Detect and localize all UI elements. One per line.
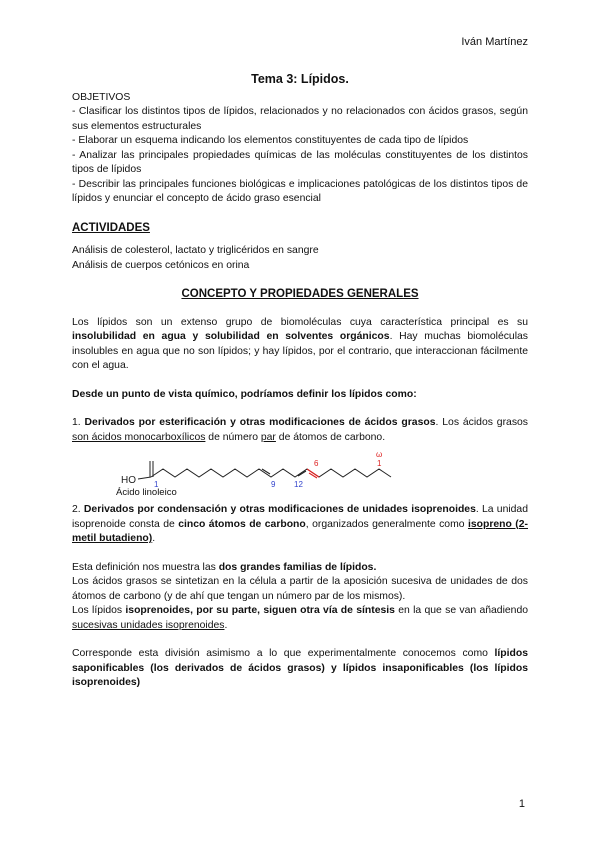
locant-omega-1: 1 [377, 459, 382, 468]
activities-heading: ACTIVIDADES [72, 221, 150, 234]
families-intro [72, 561, 528, 576]
point-2-bold: Derivados por condensación y otras modificaciones de unidades isoprenoides [83, 504, 476, 515]
molecule-diagram [116, 447, 456, 491]
page-number: 1 [518, 798, 525, 810]
point-1-text: . Los ácidos grasos [435, 417, 528, 428]
isoprenoid-text: Los lípidos [72, 605, 126, 616]
locant-c9: 9 [271, 480, 276, 489]
point-1-underlined: son ácidos monocarboxílicos [72, 431, 206, 443]
intro-bold: insolubilidad en agua y solubilidad en solventes orgánicos [72, 331, 390, 342]
locant-c12: 12 [294, 480, 303, 489]
page-title: Tema 3: Lípidos. [251, 72, 349, 86]
objective-item: - Clasificar los distintos tipos de lípidos, relacionados y no relacionados con ácidos grasos, según sus elementos estructurales [72, 106, 528, 132]
definition-lead-text: Desde un punto de vista químico, podríamos definir los lípidos como: [72, 388, 417, 400]
activity-item: Análisis de cuerpos cetónicos en orina [72, 259, 250, 271]
activity-item: Análisis de colesterol, lactato y triglicéridos en sangre [72, 245, 319, 256]
isoprenoid-text-3: . [224, 619, 228, 631]
locant-c1: 1 [154, 480, 159, 489]
point-1-underlined-2: par [260, 431, 276, 443]
omega-symbol: ω [376, 450, 383, 459]
intro-paragraph [72, 316, 528, 374]
families-text: Esta definición nos muestra las [72, 561, 219, 573]
point-2-text: . La unidad isoprenoide consta de [72, 504, 528, 530]
objective-item: - Elaborar un esquema indicando los elementos constituyentes de cada tipo de lípidos [72, 135, 469, 146]
intro-text-2: . Hay muchas biomoléculas insolubles en agua que no son lípidos; y hay lípidos, por el contrario, que interaccionan fácilmente con el agua. [72, 331, 528, 371]
intro-text: Los lípidos son un extenso grupo de biomoléculas cuya característica principal es su [72, 316, 528, 328]
conclusion-paragraph [72, 647, 528, 691]
linoleic-acid-structure [116, 447, 456, 497]
conclusion-bold: lípidos saponificables (los derivados de ácidos grasos) y lípidos insaponificables (los lípidos isoprenoides) [72, 648, 528, 688]
objectives-heading: OBJETIVOS [72, 91, 131, 103]
point-1 [72, 416, 528, 445]
point-1-text-3: de átomos de carbono. [275, 431, 386, 443]
point-2-bold-2: cinco átomos de carbono [178, 518, 306, 530]
point-1-number: 1. [72, 417, 85, 428]
isoprenoid-text-2: en la que se van añadiendo [394, 605, 529, 616]
isoprene-term: isopreno (2-metil butadieno) [72, 518, 528, 544]
definition-lead [72, 388, 528, 403]
point-1-text-2: de número [205, 431, 261, 443]
hydroxyl-label: HO [121, 475, 136, 486]
point-2-text-2: , organizados generalmente como [305, 518, 468, 530]
isoprenoid-synthesis [72, 604, 528, 633]
fatty-acid-synthesis: Los ácidos grasos se sintetizan en la célula a partir de la aposición sucesiva de unidades de dos átomos de carbono (y de ahí que tengan un número par de los mismos). [72, 576, 528, 602]
conclusion-text: Corresponde esta división asimismo a lo que experimentalmente conocemos como [72, 648, 495, 659]
page-content [72, 72, 528, 691]
molecule-name: Ácido linoleico [116, 487, 177, 498]
section-heading: CONCEPTO Y PROPIEDADES GENERALES [181, 288, 419, 300]
isoprenoid-bold: isoprenoides, por su parte, siguen otra vía de síntesis [125, 605, 395, 616]
objective-item: - Analizar las principales propiedades químicas de las moléculas constituyentes de los distintos tipos de lípidos [72, 149, 528, 175]
objective-item: - Describir las principales funciones biológicas e implicaciones patológicas de los distintos tipos de lípidos y enunciar el concepto de ácido graso esencial [72, 178, 528, 204]
point-1-bold: Derivados por esterificación y otras modificaciones de ácidos grasos [84, 417, 436, 428]
point-2-text-3: . [152, 533, 156, 544]
point-2-number: 2. [72, 504, 84, 515]
point-2 [72, 503, 528, 547]
author-name: Iván Martínez [461, 36, 528, 48]
locant-omega-6: 6 [314, 459, 319, 468]
isoprenoid-underlined: sucesivas unidades isoprenoides [72, 619, 225, 631]
families-bold: dos grandes familias de lípidos. [218, 561, 377, 573]
